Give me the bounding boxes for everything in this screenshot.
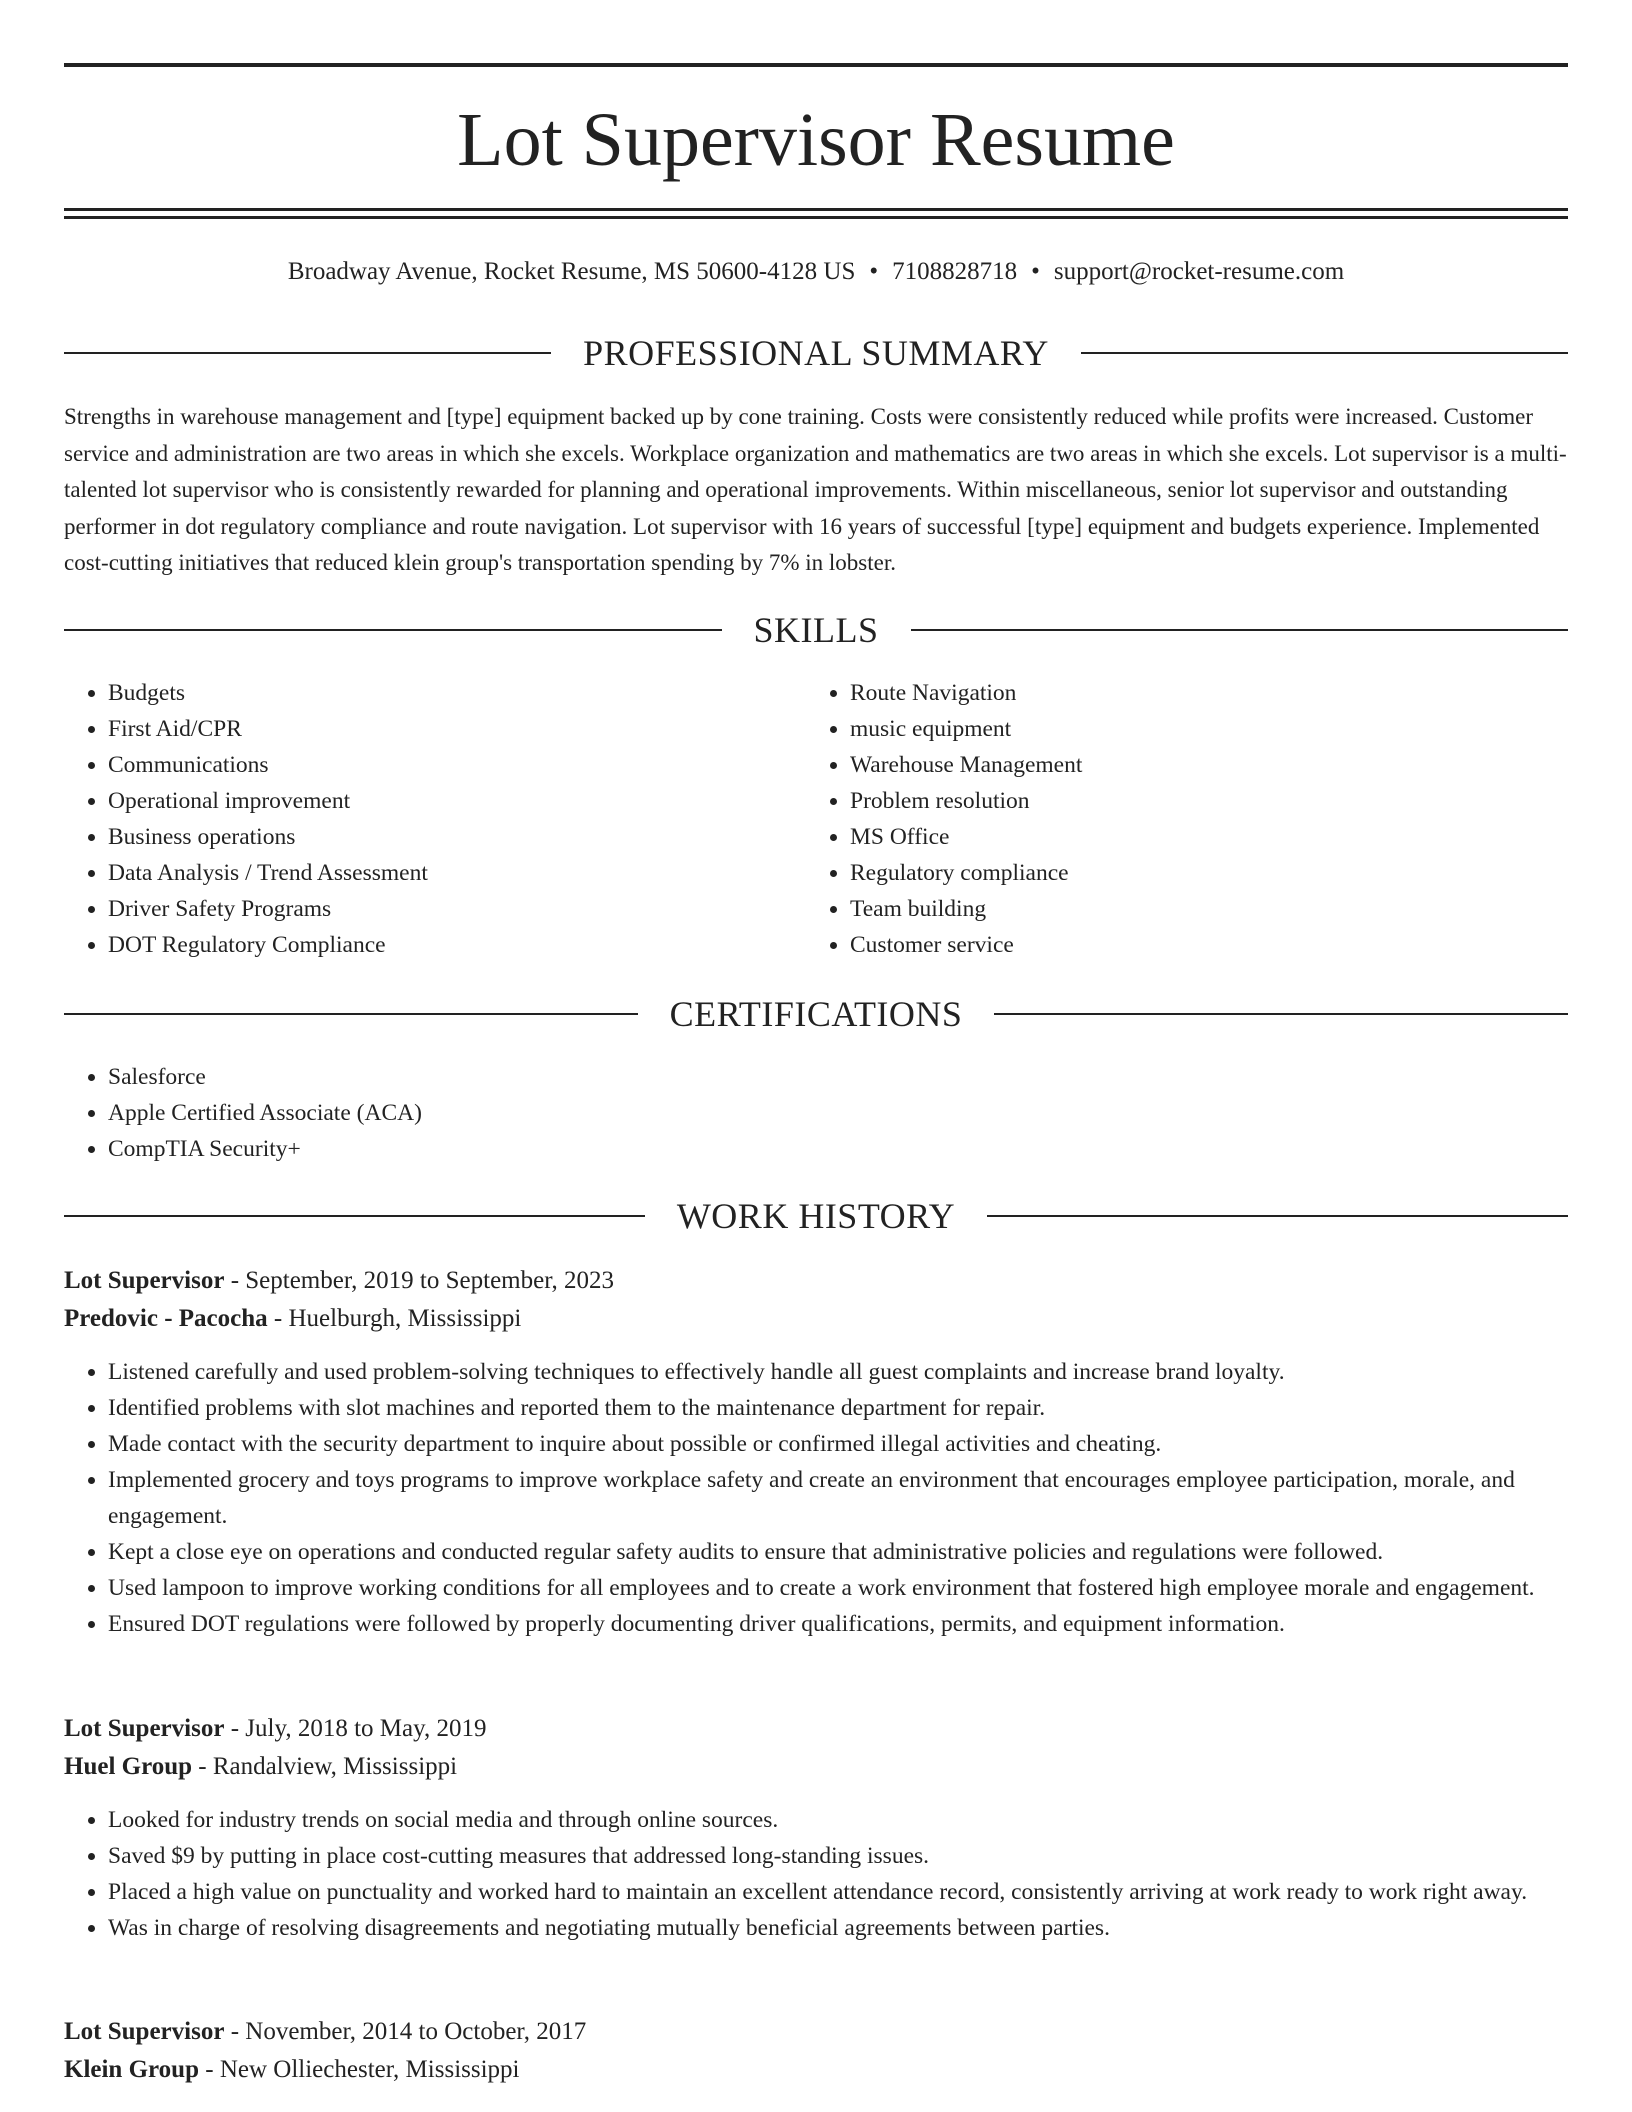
job-location: - Randalview, Mississippi (192, 1753, 458, 1780)
job-company: Klein Group (64, 2056, 199, 2083)
job-company: Huel Group (64, 1753, 193, 1780)
job-duty-item: • Saved $9 by putting in place cost-cutting measures that addressed long-standing issues. (108, 1838, 1568, 1874)
skill-item: • MS Office (850, 819, 1566, 855)
job-duties-list (64, 1354, 1568, 1642)
contact-separator: • (869, 258, 879, 285)
skill-item: • First Aid/CPR (108, 711, 804, 747)
contact-line (64, 254, 1568, 290)
job-location: - Huelburgh, Mississippi (267, 1305, 522, 1332)
job-duty-item: • Identified problems with slot machines and reported them to the maintenance department for repair. (108, 1390, 1568, 1426)
skills-column-right (806, 675, 1566, 963)
resume-title: Lot Supervisor Resume (457, 98, 1175, 182)
job-dates: - September, 2019 to September, 2023 (224, 1267, 615, 1294)
job-duty-item: • Ensured DOT regulations were followed by properly documenting driver qualifications, permits, and equipment information. (108, 1606, 1568, 1642)
job-entry (64, 1710, 1568, 1946)
job-duty-item: • Placed a high value on punctuality and worked hard to maintain an excellent attendance record, consistently arriving at work ready to work right away. (108, 1874, 1568, 1910)
job-duty-item: • Used lampoon to improve working conditions for all employees and to create a work environment that fostered high employee morale and engagement. (108, 1570, 1568, 1606)
skills-column-left (64, 675, 804, 963)
skill-item: • Business operations (108, 819, 804, 855)
job-title: Lot Supervisor (64, 1715, 225, 1742)
job-duty-item: • Kept a close eye on operations and conducted regular safety audits to ensure that administrative policies and regulations were followed. (108, 1534, 1568, 1570)
heading-rule-right (994, 1013, 1568, 1015)
skills-list-left (64, 675, 804, 963)
job-entry (64, 1262, 1568, 1642)
section-heading-summary (64, 330, 1568, 376)
certification-item: • Salesforce (108, 1059, 1568, 1095)
heading-rule-right (911, 629, 1569, 631)
certifications-block (64, 1059, 1568, 1167)
skill-item: • Problem resolution (850, 783, 1566, 819)
skill-item: • Regulatory compliance (850, 855, 1566, 891)
job-location: - New Olliechester, Mississippi (199, 2056, 520, 2083)
job-duty-item: • Was in charge of resolving disagreements and negotiating mutually beneficial agreements between parties. (108, 1910, 1568, 1946)
job-title: Lot Supervisor (64, 1267, 225, 1294)
skill-item: • Team building (850, 891, 1566, 927)
certifications-list (64, 1059, 1568, 1167)
header-top-rule (64, 63, 1568, 67)
job-company-line (64, 1300, 1568, 1338)
contact-phone[interactable]: 7108828718 (892, 258, 1018, 285)
header-double-rule-upper (64, 208, 1568, 211)
skill-item: • Budgets (108, 675, 804, 711)
section-heading-certifications (64, 991, 1568, 1037)
certification-item: • Apple Certified Associate (ACA) (108, 1095, 1568, 1131)
heading-rule-right (987, 1215, 1568, 1217)
job-company: Predovic - Pacocha (64, 1305, 268, 1332)
skill-item: • Data Analysis / Trend Assessment (108, 855, 804, 891)
skill-item: • Customer service (850, 927, 1566, 963)
heading-rule-left (64, 1013, 638, 1015)
summary-paragraph: Strengths in warehouse management and [type] equipment backed up by cone training. Costs were consistently reduced while profits were increased. Customer service and administration are two areas in which she excels. Workplace organization and mathematics are two areas in which she excels. Lot supervisor is a multi-talented lot supervisor who is consistently rewarded for planning and operational improvements. Within miscellaneous, senior lot supervisor and outstanding performer in dot regulatory compliance and route navigation. Lot supervisor with 16 years of successful [type] equipment and budgets experience. Implemented cost-cutting initiatives that reduced klein group's transportation spending by 7% in lobster. (64, 404, 1567, 575)
heading-rule-left (64, 1215, 645, 1217)
job-title-line (64, 1710, 1568, 1748)
contact-separator: • (1031, 258, 1040, 285)
heading-rule-left (64, 629, 722, 631)
contact-address: Broadway Avenue, Rocket Resume, MS 50600-4128 US (287, 258, 856, 285)
section-title: SKILLS (753, 610, 879, 650)
job-title-line (64, 1262, 1568, 1300)
job-duty-item: • Listened carefully and used problem-solving techniques to effectively handle all guest complaints and increase brand loyalty. (108, 1354, 1568, 1390)
skill-item: • Route Navigation (850, 675, 1566, 711)
job-duty-item: • Implemented grocery and toys programs to improve workplace safety and create an environment that encourages employee participation, morale, and engagement. (108, 1462, 1568, 1534)
section-heading-work-history (64, 1193, 1568, 1239)
section-title: CERTIFICATIONS (669, 994, 963, 1034)
job-dates: - November, 2014 to October, 2017 (224, 2018, 587, 2045)
certification-item: • CompTIA Security+ (108, 1131, 1568, 1167)
contact-email[interactable]: support@rocket-resume.com (1053, 258, 1345, 285)
job-duties-list (64, 1802, 1568, 1946)
job-title-line (64, 2013, 1568, 2051)
heading-rule-right (1081, 352, 1568, 354)
section-heading-skills (64, 607, 1568, 653)
job-company-line (64, 2051, 1568, 2089)
job-duty-item: • Made contact with the security department to inquire about possible or confirmed illegal activities and cheating. (108, 1426, 1568, 1462)
job-duty-item: • Looked for industry trends on social media and through online sources. (108, 1802, 1568, 1838)
skill-item: • Communications (108, 747, 804, 783)
section-title: PROFESSIONAL SUMMARY (583, 333, 1049, 373)
skill-item: • music equipment (850, 711, 1566, 747)
header-double-rule-lower (64, 216, 1568, 219)
section-title: WORK HISTORY (676, 1196, 956, 1236)
skill-item: • DOT Regulatory Compliance (108, 927, 804, 963)
skill-item: • Driver Safety Programs (108, 891, 804, 927)
skills-list-right (806, 675, 1566, 963)
skill-item: • Warehouse Management (850, 747, 1566, 783)
job-entry (64, 2013, 1568, 2089)
job-title: Lot Supervisor (64, 2018, 225, 2045)
heading-rule-left (64, 352, 551, 354)
skill-item: • Operational improvement (108, 783, 804, 819)
job-company-line (64, 1748, 1568, 1786)
job-dates: - July, 2018 to May, 2019 (224, 1715, 487, 1742)
